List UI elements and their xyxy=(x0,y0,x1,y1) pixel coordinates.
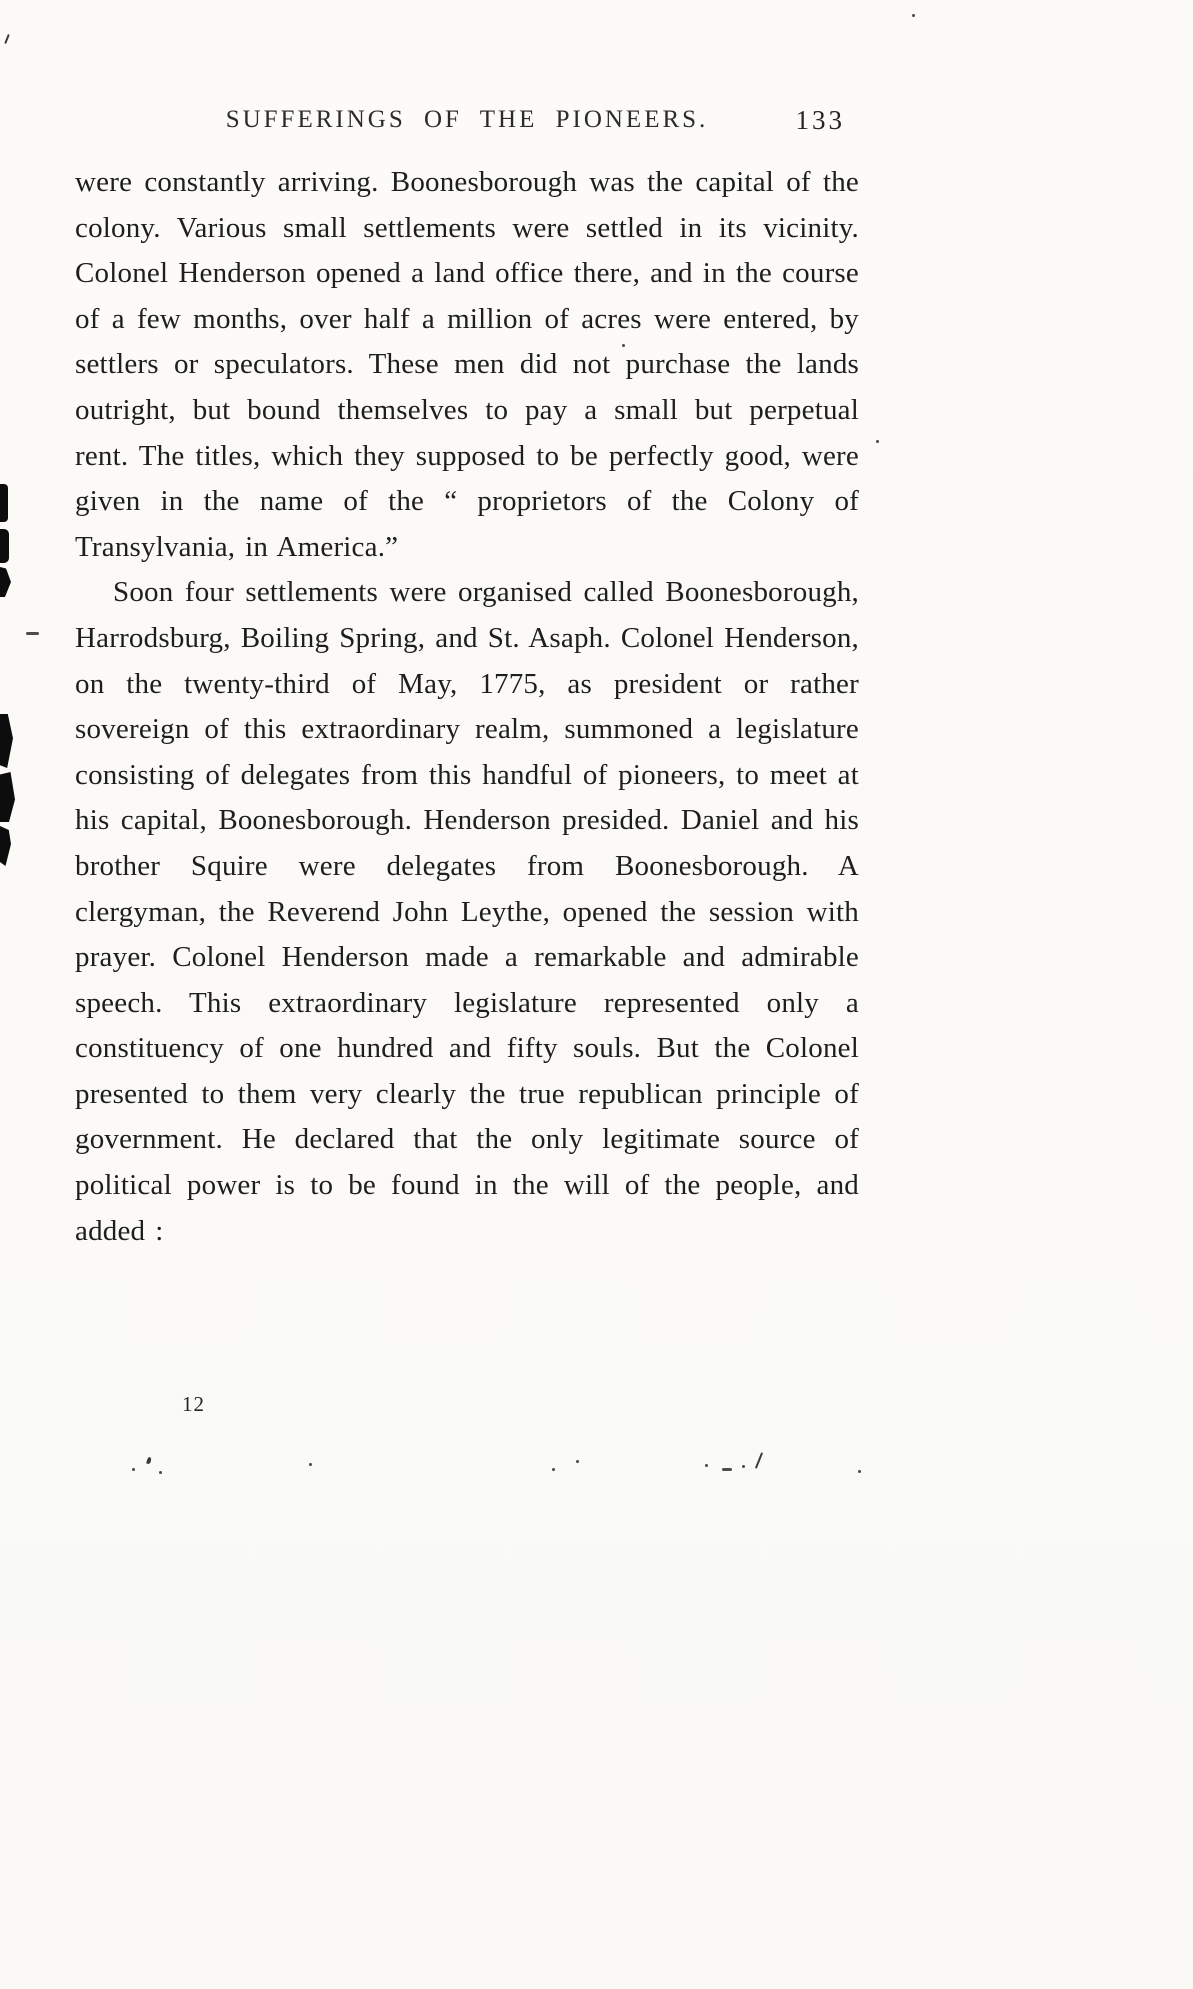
ink-speck xyxy=(4,34,10,44)
ink-speck xyxy=(858,1470,861,1473)
ink-speck xyxy=(705,1464,708,1467)
ink-speck xyxy=(132,1468,135,1471)
ink-blot xyxy=(0,772,15,822)
ink-blot xyxy=(0,567,11,597)
ink-speck xyxy=(159,1471,162,1474)
running-header-title: SUFFERINGS OF THE PIONEERS. xyxy=(225,106,709,133)
ink-speck xyxy=(552,1468,555,1471)
ink-blot xyxy=(0,826,11,866)
ink-speck xyxy=(742,1465,745,1468)
ink-blot xyxy=(0,529,9,563)
ink-speck xyxy=(576,1460,579,1463)
ink-speck xyxy=(876,440,879,443)
body-text xyxy=(75,160,859,1254)
signature-mark: 12 xyxy=(182,1392,205,1416)
ink-slash xyxy=(755,1452,763,1469)
ink-dash xyxy=(26,632,39,635)
ink-speck xyxy=(912,14,915,17)
ink-speck xyxy=(146,1457,152,1465)
page-number: 133 xyxy=(795,105,845,135)
page-header xyxy=(75,106,859,144)
ink-speck xyxy=(622,344,625,347)
ink-blot xyxy=(0,714,13,768)
ink-blot xyxy=(0,484,8,522)
ink-speck xyxy=(309,1463,312,1466)
paragraph-1: were constantly arriving. Boonesborough was the capital of the colony. Various small settlements were settled in its vicinity. Colonel Henderson opened a land office there, and in the course of a few months, over half a million of acres were entered, by settlers or speculators. These men did not purchase the lands outright, but bound themselves to pay a small but perpetual rent. The titles, which they supposed to be perfectly good, were given in the name of the “ proprietors of the Colony of Transylvania, in America.” xyxy=(75,166,859,563)
ink-dash xyxy=(722,1468,732,1471)
paragraph-2: Soon four settlements were organised called Boonesborough, Harrodsburg, Boiling Spring, and St. Asaph. Colonel Henderson, on the twenty-third of May, 1775, as president or rather sovereign of this extraordinary realm, summoned a legislature consisting of delegates from this handful of pioneers, to meet at his capital, Boonesborough. Henderson presided. Daniel and his brother Squire were delegates from Boonesborough. A clergyman, the Reverend John Leythe, opened the session with prayer. Colonel Henderson made a remarkable and admirable speech. This extraordinary legislature represented only a constituency of one hundred and fifty souls. But the Colonel presented to them very clearly the true republican principle of government. He declared that the only legitimate source of political power is to be found in the will of the people, and added : xyxy=(75,576,859,1247)
